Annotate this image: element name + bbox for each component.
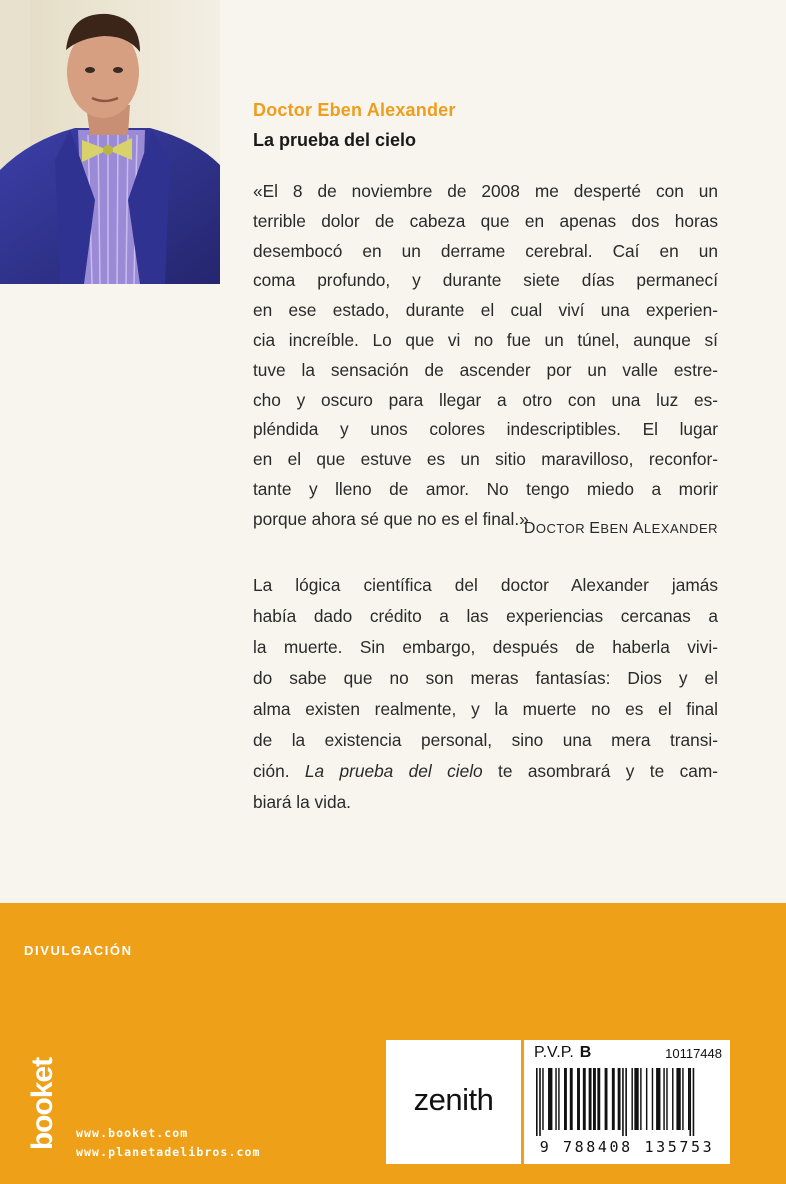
- description-text: ción.: [253, 761, 305, 781]
- website-link-booket[interactable]: www.booket.com: [76, 1126, 189, 1140]
- author-photo: [0, 0, 220, 284]
- barcode-bar: [589, 1068, 592, 1130]
- price-label: [534, 1044, 591, 1062]
- signature-rest: BEN: [600, 521, 633, 536]
- barcode-bar: [666, 1068, 667, 1130]
- barcode-bar: [634, 1068, 638, 1130]
- signature-rest: LEXANDER: [643, 521, 718, 536]
- barcode-bar: [663, 1068, 664, 1130]
- barcode-bar: [539, 1068, 541, 1136]
- barcode-bar: [548, 1068, 552, 1130]
- quote-line: tuve la sensación de ascender por un valle estre-: [253, 359, 718, 380]
- description-line: biará la vida.: [253, 792, 351, 812]
- barcode-bar: [593, 1068, 596, 1130]
- signature-initial: E: [589, 520, 601, 537]
- barcode-bar: [625, 1068, 627, 1136]
- barcode-bar: [631, 1068, 632, 1130]
- logo-wordmark: booket: [26, 1057, 59, 1151]
- isbn-digits: 9 788408 135753: [539, 1138, 715, 1156]
- barcode-bar: [536, 1068, 538, 1136]
- quote-line: cho y oscuro para llegar a otro con una luz es-: [253, 389, 718, 410]
- author-quote: [253, 177, 718, 535]
- quote-line: coma profundo, y durante siete días permanecí: [253, 270, 718, 291]
- description-line: do sabe que no son meras fantasías: Dios y el: [253, 668, 718, 688]
- barcode-bar: [688, 1068, 689, 1130]
- category-label: DIVULGACIÓN: [24, 943, 133, 958]
- barcode-icon: [534, 1068, 720, 1136]
- quote-line: tante y lleno de amor. No tengo miedo a morir: [253, 478, 718, 499]
- description-line: alma existen realmente, y la muerte no es el final: [253, 699, 718, 719]
- quote-line: en ese estado, durante el cual viví una experien-: [253, 300, 718, 321]
- catalog-number: 10117448: [665, 1046, 722, 1061]
- quote-line: desembocó en un derrame cerebral. Caí en un: [253, 240, 718, 261]
- publisher-box: [386, 1040, 521, 1164]
- booket-logo: [20, 1055, 68, 1165]
- barcode-bar: [640, 1068, 641, 1130]
- barcode-bar: [652, 1068, 653, 1130]
- barcode-bar: [558, 1068, 559, 1130]
- barcode-bar: [646, 1068, 647, 1130]
- barcode-bar: [564, 1068, 567, 1130]
- signature-initial: D: [523, 520, 536, 537]
- signature-text: [524, 520, 718, 537]
- quote-line: pléndida y unos colores indescriptibles. El lugar: [253, 419, 718, 440]
- signature-rest: OCTOR: [535, 521, 590, 536]
- barcode-bar: [555, 1068, 556, 1130]
- quote-line: en el que estuve es un sitio maravilloso, reconfor-: [253, 449, 718, 470]
- description-line: había dado crédito a las experiencias cercanas a: [253, 606, 718, 626]
- barcode-bar: [577, 1068, 580, 1130]
- barcode-bar: [693, 1068, 695, 1136]
- barcode-bar: [682, 1068, 683, 1130]
- description-line: de la existencia personal, sino una mera transi-: [253, 730, 718, 750]
- barcode-bar: [597, 1068, 600, 1130]
- book-description: [253, 570, 718, 818]
- quote-line: cia increíble. Lo que vi no fue un túnel, aunque sí: [253, 329, 718, 350]
- website-link-planeta[interactable]: www.planetadelibros.com: [76, 1145, 261, 1159]
- price-label-text: P.V.P.: [534, 1044, 574, 1061]
- barcode-bar: [605, 1068, 608, 1130]
- quote-line: porque ahora sé que no es el final.»: [253, 508, 529, 529]
- barcode-box: [524, 1040, 730, 1164]
- barcode-bar: [622, 1068, 624, 1136]
- barcode-bar: [618, 1068, 621, 1130]
- barcode-bar: [542, 1068, 543, 1130]
- quote-signature: [253, 520, 718, 538]
- book-title: La prueba del cielo: [253, 130, 417, 150]
- barcode-bar: [689, 1068, 691, 1136]
- barcode-bar: [612, 1068, 615, 1130]
- price-code: B: [579, 1044, 592, 1061]
- description-text: te asombrará y te cam-: [482, 761, 718, 781]
- barcode-bar: [676, 1068, 680, 1130]
- book-title-italic: La prueba del cielo: [304, 761, 483, 781]
- quote-line: «El 8 de noviembre de 2008 me desperté con un: [253, 181, 718, 201]
- author-name: Doctor Eben Alexander: [253, 100, 456, 120]
- barcode-bar: [583, 1068, 586, 1130]
- description-line: la muerte. Sin embargo, después de haberla vivi-: [253, 637, 718, 657]
- publisher-logo: zenith: [413, 1082, 494, 1117]
- description-line: [253, 756, 718, 787]
- barcode-bar: [672, 1068, 673, 1130]
- barcode-bar: [570, 1068, 573, 1130]
- barcode-bar: [656, 1068, 660, 1130]
- quote-line: terrible dolor de cabeza que en apenas dos horas: [253, 210, 718, 231]
- signature-initial: A: [632, 520, 644, 537]
- description-line: La lógica científica del doctor Alexander jamás: [253, 575, 718, 595]
